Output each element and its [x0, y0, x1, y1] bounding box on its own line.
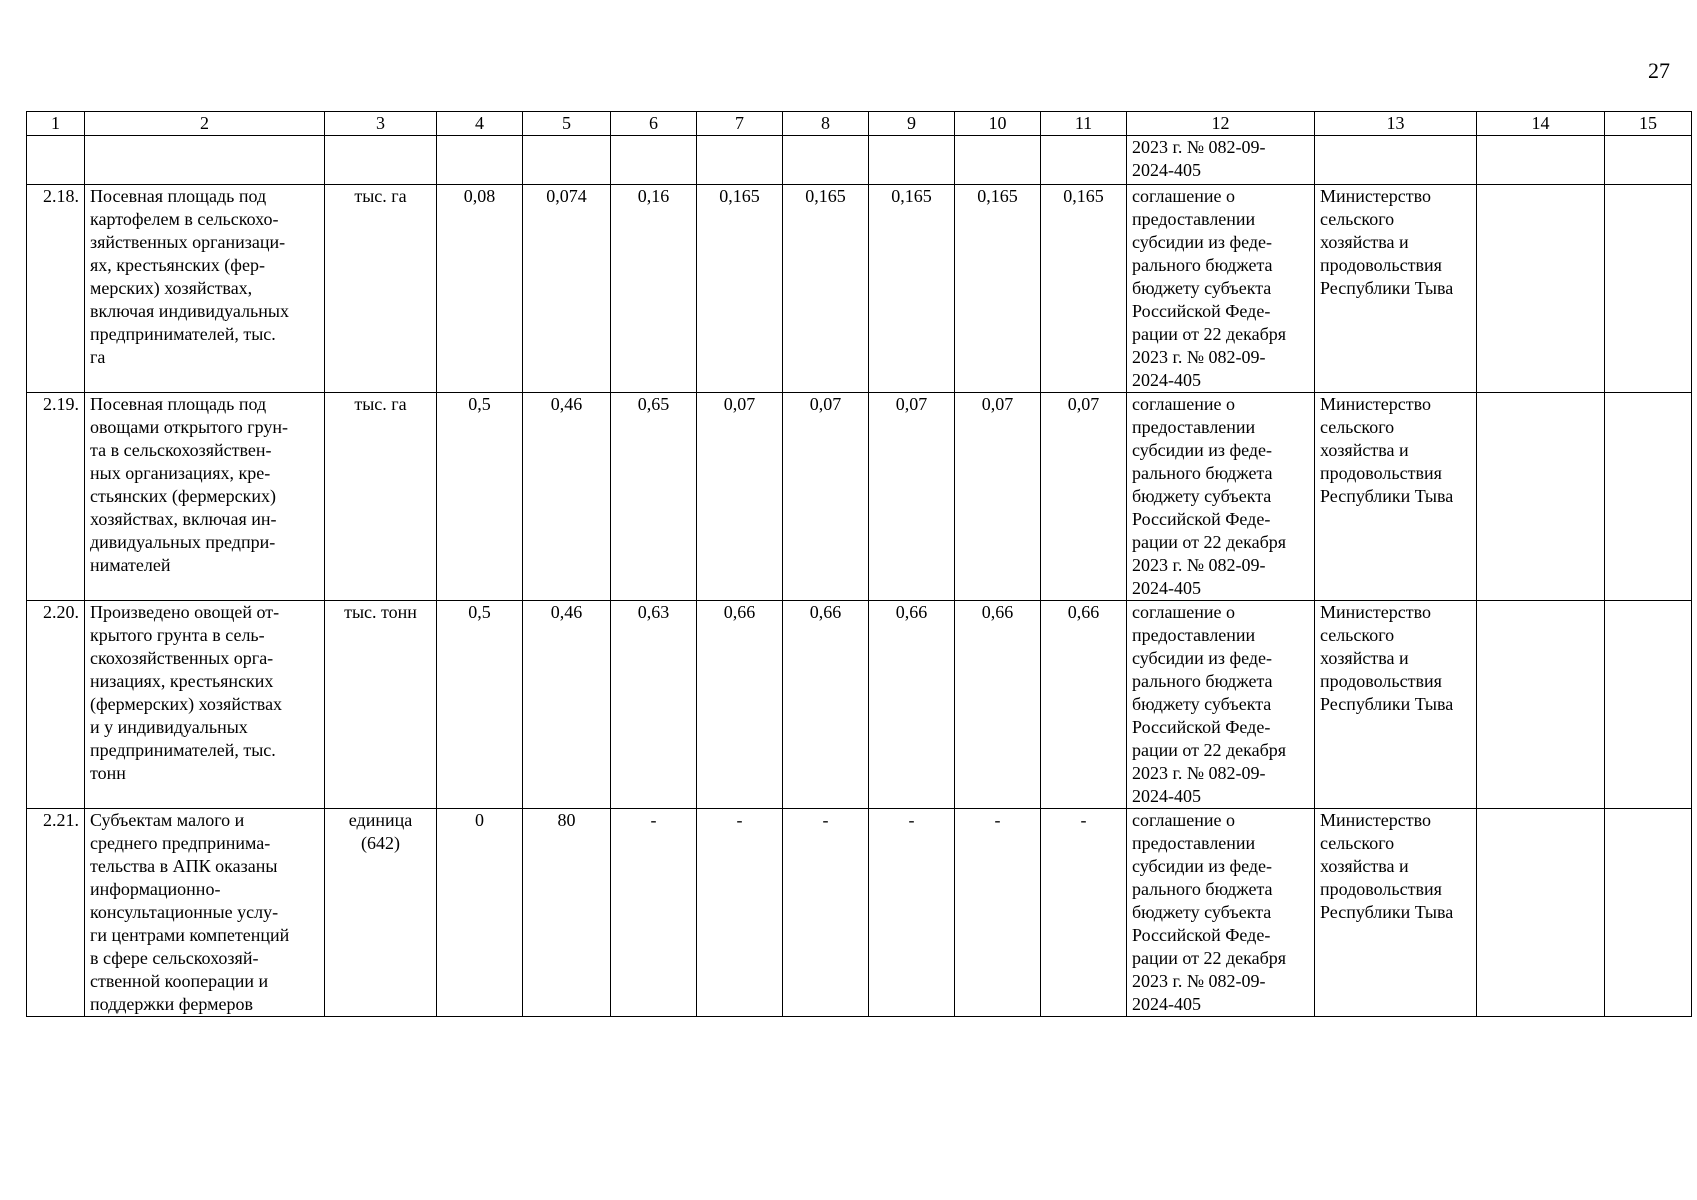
value-col-6: -: [611, 809, 697, 1017]
value-col-5: 0,46: [523, 601, 611, 809]
source-text: соглашение о предоставлении субсидии из феде- рального бюджета бюджету субъекта Российской Феде- рации от 22 декабря 2023 г. № 082-09- 2024-405: [1132, 186, 1287, 390]
value-col-6: 0,63: [611, 601, 697, 809]
value-col-6: 0,65: [611, 393, 697, 601]
header-cell: 14: [1477, 112, 1605, 136]
row-number: 2.18.: [27, 185, 85, 393]
value-col-7: 0,165: [697, 185, 783, 393]
cell: [27, 136, 85, 185]
value-col-10: 0,165: [955, 185, 1041, 393]
col-14-cell: [1477, 393, 1605, 601]
value-col-10: 0,66: [955, 601, 1041, 809]
cell: [697, 136, 783, 185]
unit: [325, 601, 437, 809]
source-cell: [1127, 393, 1315, 601]
row-number: 2.20.: [27, 601, 85, 809]
header-row: [27, 112, 1692, 136]
cell: [325, 136, 437, 185]
col-15-cell: [1605, 601, 1692, 809]
col-14-cell: [1477, 809, 1605, 1017]
value-col-9: 0,07: [869, 393, 955, 601]
unit-text: единица (642): [348, 810, 413, 853]
indicator-name: [85, 601, 325, 809]
value-col-4: 0,5: [437, 393, 523, 601]
col-15-cell: [1605, 809, 1692, 1017]
responsible-text: Министерство сельского хозяйства и продовольствия Республики Тыва: [1320, 810, 1454, 922]
source-text: соглашение о предоставлении субсидии из феде- рального бюджета бюджету субъекта Российской Феде- рации от 22 декабря 2023 г. № 082-09- 2024-405: [1132, 394, 1287, 598]
header-cell: 7: [697, 112, 783, 136]
value-col-9: -: [869, 809, 955, 1017]
value-col-10: 0,07: [955, 393, 1041, 601]
table-row: [27, 601, 1692, 809]
value-col-11: -: [1041, 809, 1127, 1017]
source-cell: [1127, 185, 1315, 393]
header-cell: 2: [85, 112, 325, 136]
header-cell: 6: [611, 112, 697, 136]
indicator-name-text: Произведено овощей от- крытого грунта в сель- скохозяйственных орга- низациях, крестьянских (фермерских) хозяйствах и у индивидуальных предпринимателей, тыс. тонн: [90, 602, 283, 783]
responsible-cell: [1315, 601, 1477, 809]
responsible-cell: [1315, 809, 1477, 1017]
cell: [955, 136, 1041, 185]
header-cell: 15: [1605, 112, 1692, 136]
source-cell: [1127, 136, 1315, 185]
indicator-name-text: Субъектам малого и среднего предпринима- тельства в АПК оказаны информационно- консультационные услу- ги центрами компетенций в сфере сельскохозяй- ственной кооперации и поддержки фермеров: [90, 810, 290, 1014]
col-14-cell: [1477, 185, 1605, 393]
header-cell: 3: [325, 112, 437, 136]
source-text: соглашение о предоставлении субсидии из феде- рального бюджета бюджету субъекта Российской Феде- рации от 22 декабря 2023 г. № 082-09- 2024-405: [1132, 810, 1287, 1014]
value-col-8: 0,07: [783, 393, 869, 601]
table-row: [27, 809, 1692, 1017]
header-cell: 9: [869, 112, 955, 136]
cell: [1315, 136, 1477, 185]
value-col-4: 0: [437, 809, 523, 1017]
value-col-9: 0,165: [869, 185, 955, 393]
indicator-name: [85, 185, 325, 393]
header-cell: 4: [437, 112, 523, 136]
unit-text: тыс. га: [354, 394, 407, 414]
indicator-name-text: Посевная площадь под овощами открытого грун- та в сельскохозяйствен- ных организациях, кре- стьянских (фермерских) хозяйствах, включая ин- дивидуальных предпри- нимателей: [90, 394, 289, 575]
unit: [325, 393, 437, 601]
indicator-name-text: Посевная площадь под картофелем в сельскохо- зяйственных организаци- ях, крестьянских (фер- мерских) хозяйствах, включая индивидуальных предпринимателей, тыс. га: [90, 186, 289, 367]
header-cell: 1: [27, 112, 85, 136]
cell: [523, 136, 611, 185]
unit: [325, 809, 437, 1017]
value-col-4: 0,08: [437, 185, 523, 393]
cell: [1477, 136, 1605, 185]
responsible-text: Министерство сельского хозяйства и продовольствия Республики Тыва: [1320, 602, 1454, 714]
value-col-5: 0,46: [523, 393, 611, 601]
value-col-7: 0,66: [697, 601, 783, 809]
value-col-6: 0,16: [611, 185, 697, 393]
value-col-8: 0,165: [783, 185, 869, 393]
cell: [783, 136, 869, 185]
page-number: 27: [1648, 58, 1670, 83]
table-row: [27, 185, 1692, 393]
indicator-name: [85, 393, 325, 601]
value-col-9: 0,66: [869, 601, 955, 809]
source-cell: [1127, 601, 1315, 809]
header-cell: 11: [1041, 112, 1127, 136]
value-col-11: 0,66: [1041, 601, 1127, 809]
responsible-cell: [1315, 185, 1477, 393]
value-col-4: 0,5: [437, 601, 523, 809]
unit-text: тыс. тонн: [344, 602, 417, 622]
indicator-name: [85, 809, 325, 1017]
cell: [437, 136, 523, 185]
cell: [869, 136, 955, 185]
source-text: соглашение о предоставлении субсидии из феде- рального бюджета бюджету субъекта Российской Феде- рации от 22 декабря 2023 г. № 082-09- 2024-405: [1132, 602, 1287, 806]
unit: [325, 185, 437, 393]
value-col-8: -: [783, 809, 869, 1017]
header-cell: 12: [1127, 112, 1315, 136]
row-number: 2.21.: [27, 809, 85, 1017]
cell: [85, 136, 325, 185]
header-cell: 5: [523, 112, 611, 136]
value-col-11: 0,07: [1041, 393, 1127, 601]
indicators-table: [26, 111, 1692, 1017]
source-cell: [1127, 809, 1315, 1017]
value-col-7: -: [697, 809, 783, 1017]
responsible-cell: [1315, 393, 1477, 601]
value-col-7: 0,07: [697, 393, 783, 601]
responsible-text: Министерство сельского хозяйства и продовольствия Республики Тыва: [1320, 394, 1454, 506]
source-text: 2023 г. № 082-09- 2024-405: [1132, 137, 1266, 180]
cell: [611, 136, 697, 185]
continuation-row: [27, 136, 1692, 185]
cell: [1605, 136, 1692, 185]
table-row: [27, 393, 1692, 601]
header-cell: 8: [783, 112, 869, 136]
value-col-11: 0,165: [1041, 185, 1127, 393]
value-col-5: 80: [523, 809, 611, 1017]
cell: [1041, 136, 1127, 185]
col-14-cell: [1477, 601, 1605, 809]
col-15-cell: [1605, 185, 1692, 393]
header-cell: 13: [1315, 112, 1477, 136]
value-col-8: 0,66: [783, 601, 869, 809]
unit-text: тыс. га: [354, 186, 407, 206]
row-number: 2.19.: [27, 393, 85, 601]
col-15-cell: [1605, 393, 1692, 601]
header-cell: 10: [955, 112, 1041, 136]
responsible-text: Министерство сельского хозяйства и продовольствия Республики Тыва: [1320, 186, 1454, 298]
value-col-10: -: [955, 809, 1041, 1017]
value-col-5: 0,074: [523, 185, 611, 393]
